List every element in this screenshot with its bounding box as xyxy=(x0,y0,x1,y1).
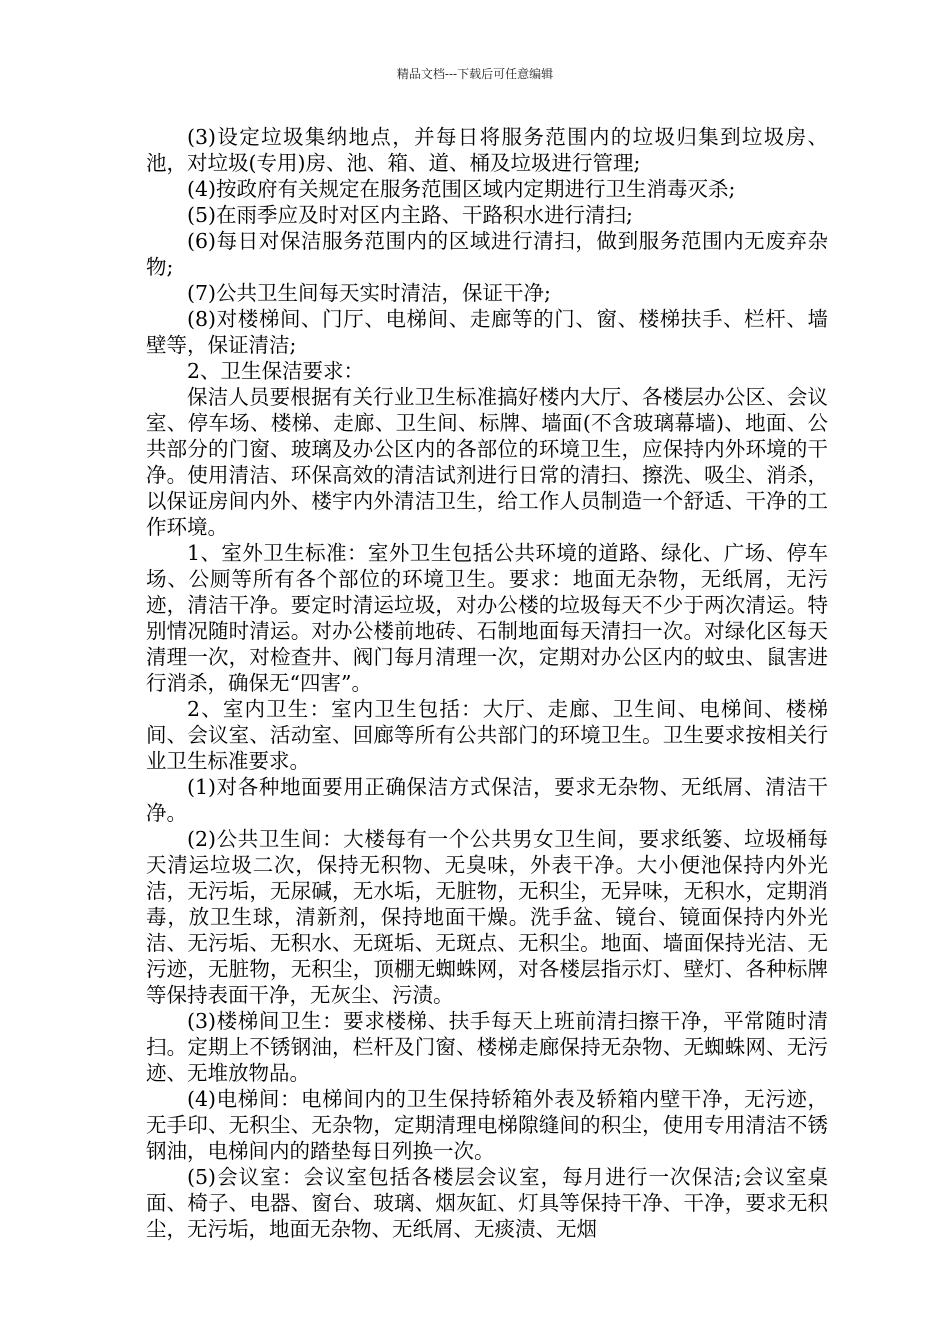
paragraph-rain-cleaning: (5)在雨季应及时对区内主路、干路积水进行清扫; xyxy=(187,203,633,227)
paragraph-indoor-hygiene: 2、室内卫生：室内卫生包括：大厅、走廊、卫生间、电梯间、楼梯间、会议室、活动室、回廊等所有公共部门的环境卫生。卫生要求按相关行业卫生标准要求。 xyxy=(146,697,828,773)
paragraph-daily-sweeping: (6)每日对保洁服务范围内的区域进行清扫，做到服务范围内无废弃杂物; xyxy=(146,229,828,279)
paragraph-cleaning-overview: 保洁人员要根据有关行业卫生标准搞好楼内大厅、各楼层办公区、会议室、停车场、楼梯、走廊、卫生间、标牌、墙面(不含玻璃幕墙)、地面、公共部分的门窗、玻璃及办公区内的各部位的环境卫生，应保持内外环境的干净。使用清洁、环保高效的清洁试剂进行日常的清扫、擦洗、吸尘、消杀，以保证房间内外、楼宇内外清洁卫生，给工作人员制造一个舒适、干净的工作环境。 xyxy=(146,385,828,539)
document-body xyxy=(146,124,828,1242)
paragraph-stairwell-cleaning: (3)楼梯间卫生：要求楼梯、扶手每天上班前清扫擦干净，平常随时清扫。定期上不锈钢油，栏杆及门窗、楼梯走廊保持无杂物、无蜘蛛网、无污迹、无堆放物品。 xyxy=(146,1009,828,1085)
paragraph-meeting-room-cleaning: (5)会议室：会议室包括各楼层会议室，每月进行一次保洁;会议室桌面、椅子、电器、窗台、玻璃、烟灰缸、灯具等保持干净、干净，要求无积尘，无污垢，地面无杂物、无纸屑、无痰渍、无烟 xyxy=(146,1165,828,1241)
paragraph-outdoor-standard: 1、室外卫生标准：室外卫生包括公共环境的道路、绿化、广场、停车场、公厕等所有各个部位的环境卫生。要求：地面无杂物，无纸屑，无污迹，清洁干净。要定时清运垃圾，对办公楼的垃圾每天不少于两次清运。特别情况随时清运。对办公楼前地砖、石制地面每天清扫一次。对绿化区每天清理一次，对检查井、阀门每月清理一次，定期对办公区内的蚊虫、鼠害进行消杀，确保无“四害”。 xyxy=(146,541,828,695)
paragraph-public-toilet: (7)公共卫生间每天实时清洁，保证干净; xyxy=(187,281,551,305)
paragraph-garbage-collection: (3)设定垃圾集纳地点，并每日将服务范围内的垃圾归集到垃圾房、池，对垃圾(专用)房、池、箱、道、桶及垃圾进行管理; xyxy=(146,125,828,175)
paragraph-disinfection: (4)按政府有关规定在服务范围区域内定期进行卫生消毒灭杀; xyxy=(187,177,736,201)
paragraph-floor-cleaning: (1)对各种地面要用正确保洁方式保洁，要求无杂物、无纸屑、清洁干净。 xyxy=(146,775,828,825)
paragraph-stairway-doors: (8)对楼梯间、门厅、电梯间、走廊等的门、窗、楼梯扶手、栏杆、墙壁等，保证清洁; xyxy=(146,307,828,357)
section-heading-cleaning-requirements: 2、卫生保洁要求： xyxy=(187,359,365,383)
page-header: 精品文档---下载后可任意编辑 xyxy=(396,67,554,81)
paragraph-restroom-cleaning: (2)公共卫生间：大楼每有一个公共男女卫生间，要求纸篓、垃圾桶每天清运垃圾二次，保持无积物、无臭味，外表干净。大小便池保持内外光洁，无污垢，无尿碱，无水垢，无脏物，无积尘，无异味，无积水，定期消毒，放卫生球，清新剂，保持地面干燥。洗手盆、镜台、镜面保持内外光洁、无污垢、无积水、无斑垢、无斑点、无积尘。地面、墙面保持光洁、无污迹，无脏物，无积尘，顶棚无蜘蛛网，对各楼层指示灯、壁灯、各种标牌等保持表面干净，无灰尘、污渍。 xyxy=(146,827,828,1007)
paragraph-elevator-cleaning: (4)电梯间：电梯间内的卫生保持轿箱外表及轿箱内壁干净，无污迹，无手印、无积尘、无杂物，定期清理电梯隙缝间的积尘，使用专用清洁不锈钢油，电梯间内的踏垫每日列换一次。 xyxy=(146,1087,828,1163)
